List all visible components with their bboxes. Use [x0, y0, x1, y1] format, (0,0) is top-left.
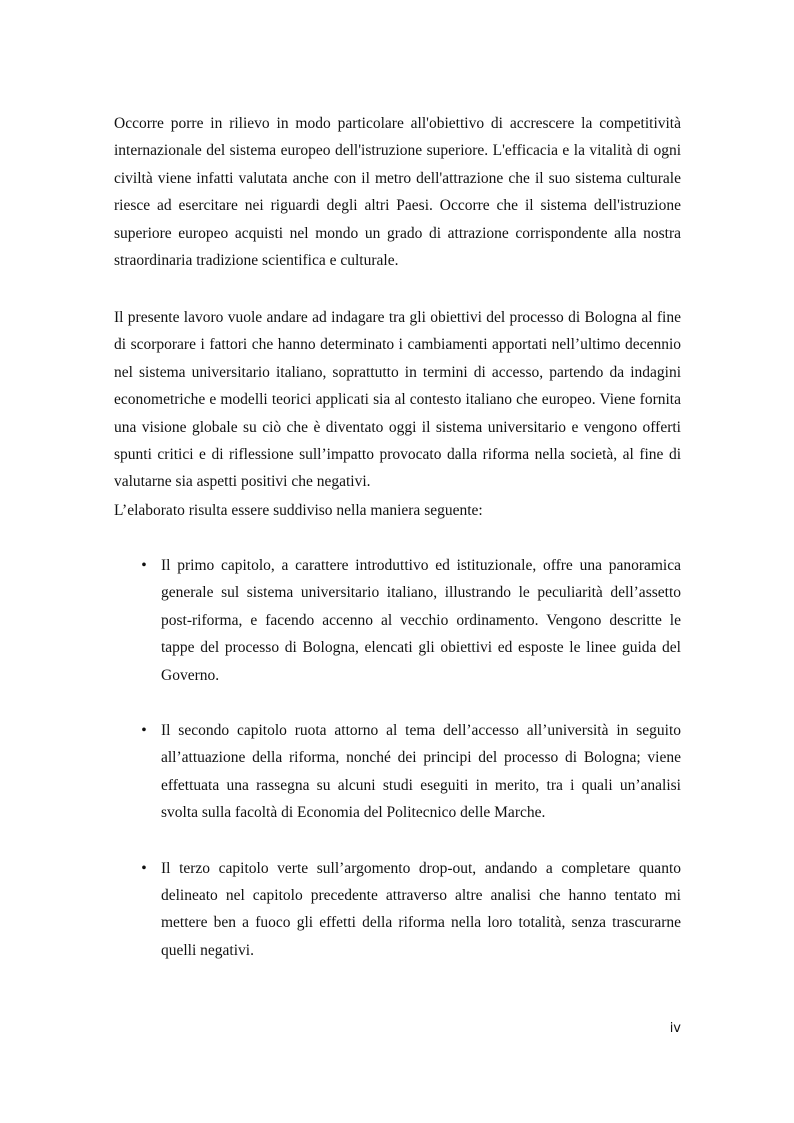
bullet-icon: •	[141, 722, 147, 740]
list-item	[114, 717, 681, 827]
bullet-icon: •	[141, 859, 147, 877]
bullet-icon: •	[141, 557, 147, 574]
page-number: iv	[669, 1021, 681, 1036]
paragraph-work-description: Il presente lavoro vuole andare ad indagare tra gli obiettivi del processo di Bologna al fine di scorporare i fattori che hanno determinato i cambiamenti apportati nell’ultimo decennio nel sistema universitario italiano, soprattutto in termini di accesso, partendo da indagini econometriche e modelli teorici applicati sia al contesto italiano che europeo. Viene fornita una visione globale su ciò che è diventato oggi il sistema universitario e vengono offerti spunti critici e di riflessione sull’impatto provocato dalla riforma nella società, al fine di valutarne sia aspetti positivi che negativi.	[114, 309, 681, 491]
list-item-text: Il primo capitolo, a carattere introduttivo ed istituzionale, offre una panoramica generale sul sistema universitario italiano, illustrando le peculiarità dell’assetto post-riforma, e facendo accenno al vecchio ordinamento. Vengono descritte le tappe del processo di Bologna, elencati gli obiettivi ed esposte le linee guida del Governo.	[161, 557, 681, 684]
list-item	[114, 855, 681, 965]
chapter-list	[114, 552, 681, 964]
list-item-text: Il secondo capitolo ruota attorno al tema dell’accesso all’università in seguito all’attuazione della riforma, nonché dei principi del processo di Bologna; viene effettuata una rassegna su alcuni studi eseguiti in merito, tra i quali un’analisi svolta sulla facoltà di Economia del Politecnico delle Marche.	[161, 722, 681, 822]
list-item-text: Il terzo capitolo verte sull’argomento drop-out, andando a completare quanto delineato nel capitolo precedente attraverso altre analisi che hanno tentato mi mettere ben a fuoco gli effetti della riforma nella loro totalità, senza trascurarne quelli negativi.	[161, 859, 681, 959]
list-item	[114, 552, 681, 689]
paragraph-structure-intro: L’elaborato risulta essere suddiviso nella maniera seguente:	[114, 502, 483, 519]
paragraph-competitiveness: Occorre porre in rilievo in modo particolare all'obiettivo di accrescere la competitività internazionale del sistema europeo dell'istruzione superiore. L'efficacia e la vitalità di ogni civiltà viene infatti valutata anche con il metro dell'attrazione che il suo sistema culturale riesce ad esercitare nei riguardi degli altri Paesi. Occorre che il sistema dell'istruzione superiore europeo acquisti nel mondo un grado di attrazione corrispondente alla nostra straordinaria tradizione scientifica e culturale.	[114, 115, 681, 270]
